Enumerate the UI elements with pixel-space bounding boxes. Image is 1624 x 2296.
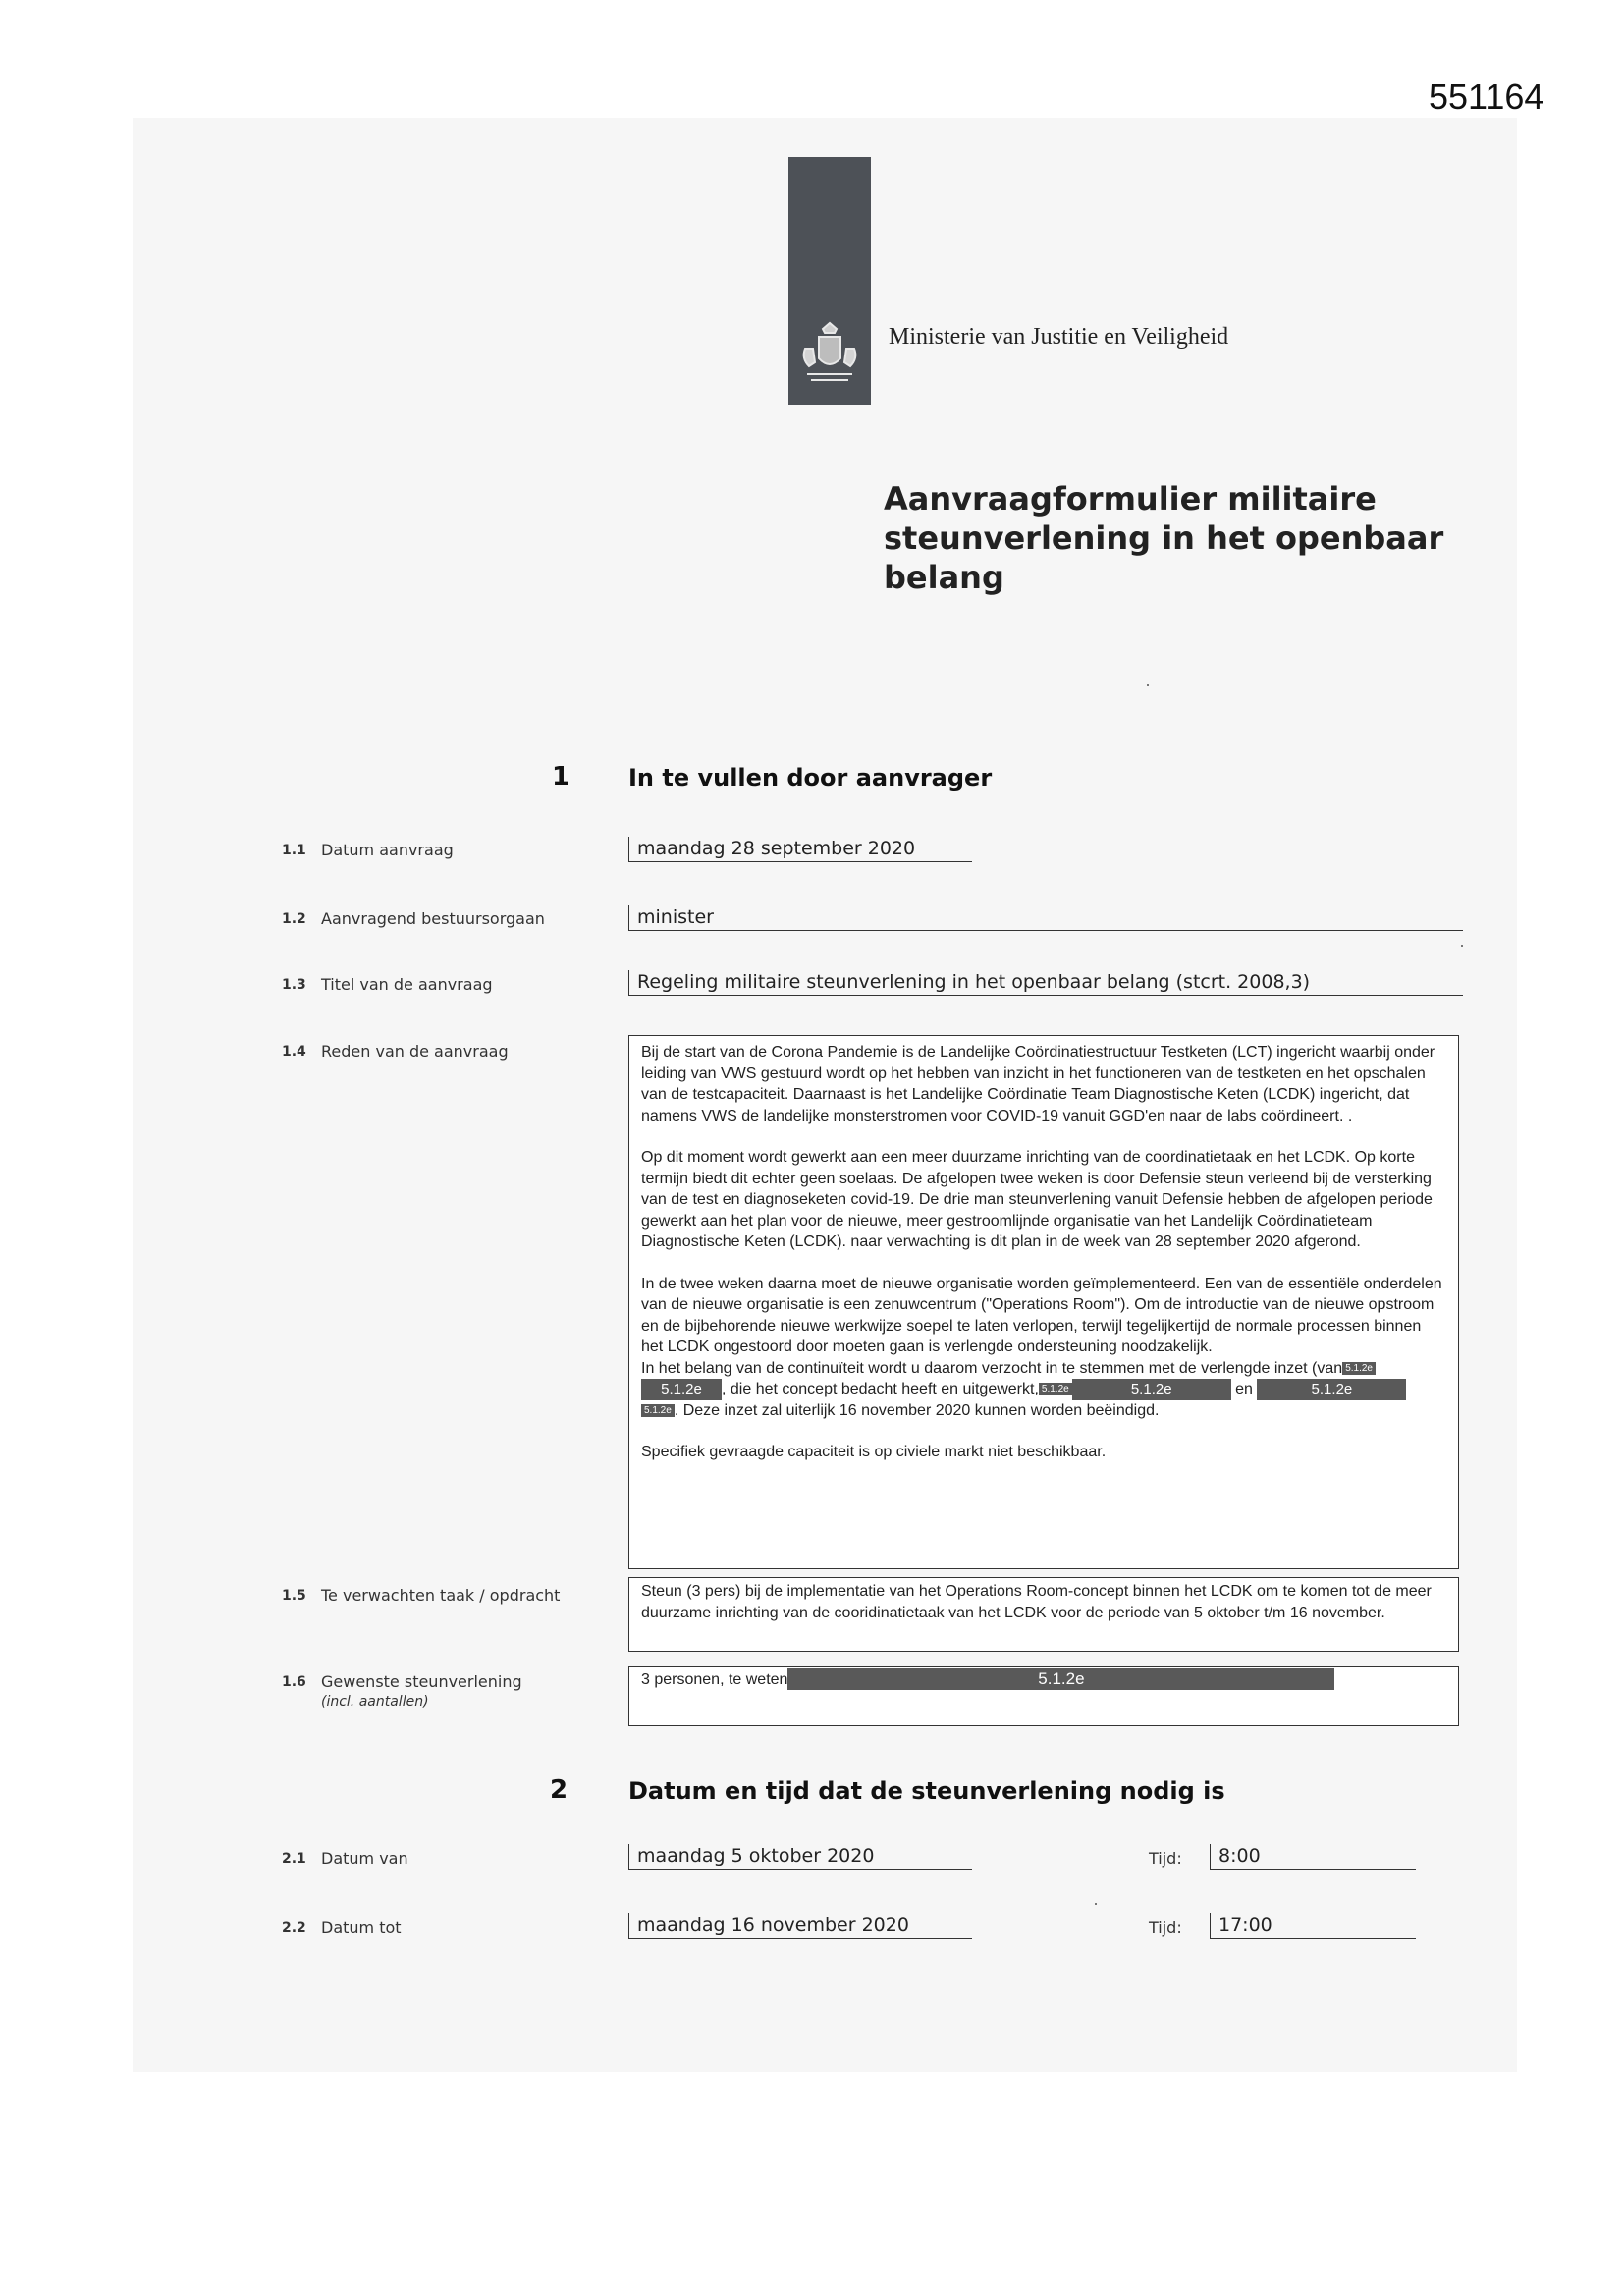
datum-aanvraag-field[interactable]: maandag 28 september 2020 bbox=[628, 837, 972, 862]
field-label-reden: Reden van de aanvraag bbox=[321, 1042, 509, 1061]
reden-text: In het belang van de continuïteit wordt u daarom verzocht in te stemmen met de verlengde inzet (van bbox=[641, 1359, 1343, 1377]
redaction-block: 5.1.2e bbox=[1257, 1379, 1406, 1400]
field-label-datum-van: Datum van bbox=[321, 1849, 408, 1868]
reden-text: en bbox=[1235, 1381, 1253, 1397]
redaction-block: 5.1.2e bbox=[1072, 1379, 1231, 1400]
scan-speck bbox=[1461, 945, 1463, 947]
rijkswapen-icon bbox=[793, 319, 866, 388]
steunverlening-label: Gewenste steunverlening bbox=[321, 1672, 522, 1691]
field-number: 1.2 bbox=[282, 911, 306, 927]
redaction-block: 5.1.2e bbox=[641, 1404, 675, 1417]
field-number: 1.5 bbox=[282, 1588, 306, 1604]
form-title: Aanvraagformulier militaire steunverlening in het openbaar belang bbox=[884, 480, 1444, 596]
field-label-steunverlening bbox=[321, 1672, 522, 1712]
time-label: Tijd: bbox=[1149, 1918, 1182, 1937]
section-2-title: Datum en tijd dat de steunverlening nodig is bbox=[628, 1777, 1225, 1805]
reden-paragraph-redacted bbox=[641, 1358, 1446, 1422]
reden-aanvraag-box[interactable] bbox=[628, 1035, 1459, 1569]
field-number: 1.1 bbox=[282, 843, 306, 858]
bestuursorgaan-field[interactable]: minister bbox=[628, 905, 1463, 931]
field-label-titel: Titel van de aanvraag bbox=[321, 975, 493, 994]
datum-tot-field[interactable]: maandag 16 november 2020 bbox=[628, 1913, 972, 1939]
reden-paragraph: In de twee weken daarna moet de nieuwe organisatie worden geïmplementeerd. Een van de essentiële onderdelen van de nieuwe organisatie is een zenuwcentrum ("Operations Room"). Om de introductie van de nieuwe opstroom en de bijbehorende nieuwe werkwijze soepel te laten verlopen, terwijl tegelijkertijd de normale processen binnen het LCDK ongestoord door moeten gaan is verlengde ondersteuning noodzakelijk. bbox=[641, 1275, 1442, 1355]
ministry-name: Ministerie van Justitie en Veiligheid bbox=[889, 324, 1229, 350]
field-label-taak: Te verwachten taak / opdracht bbox=[321, 1586, 561, 1605]
field-number: 1.6 bbox=[282, 1674, 306, 1690]
reden-text: . Deze inzet zal uiterlijk 16 november 2020 kunnen worden beëindigd. bbox=[674, 1401, 1160, 1419]
taak-opdracht-text: Steun (3 pers) bij de implementatie van het Operations Room-concept binnen het LCDK om te komen tot de meer duurzame inrichting van de cooridinatietaak van het LCDK voor de periode van 5 oktober t/m 16 november. bbox=[641, 1583, 1432, 1621]
section-2-number: 2 bbox=[550, 1776, 568, 1805]
field-number: 2.2 bbox=[282, 1920, 306, 1936]
reden-paragraph: Bij de start van de Corona Pandemie is de Landelijke Coördinatiestructuur Testketen (LCT) ingericht waarbij onder leiding van VWS gestuurd wordt op het hebben van inzicht in het functioneren van de testketen en het opschalen van de testcapaciteit. Daarnaast is het Landelijke Coördinatie Team Diagnostische Keten (LCDK) ingericht, dat namens VWS de landelijke monsterstromen voor COVID-19 vanuit GGD'en naar de labs coördineert. . bbox=[641, 1044, 1435, 1124]
scan-speck bbox=[1147, 684, 1149, 686]
tijd-tot-field[interactable]: 17:00 bbox=[1210, 1913, 1416, 1939]
time-label: Tijd: bbox=[1149, 1849, 1182, 1868]
datum-van-field[interactable]: maandag 5 oktober 2020 bbox=[628, 1844, 972, 1870]
section-1-number: 1 bbox=[552, 762, 570, 792]
section-1-title: In te vullen door aanvrager bbox=[628, 764, 993, 792]
reden-text: , die het concept bedacht heeft en uitgewerkt, bbox=[722, 1381, 1039, 1397]
field-number: 1.3 bbox=[282, 977, 306, 993]
reden-paragraph: Op dit moment wordt gewerkt aan een meer duurzame inrichting van de coordinatietaak en het LCDK. Op korte termijn biedt dit echter geen soelaas. De afgelopen twee weken is door Defensie steun verleend bij de versterking van de test en diagnoseketen covid-19. De drie man steunverlening vanuit Defensie hebben de afgelopen periode gewerkt aan het plan voor de nieuwe, meer gestroomlijnde organisatie van het Landelijk Coördinatieteam Diagnostische Keten (LCDK). naar verwachting is dit plan in de week van 28 september 2020 afgerond. bbox=[641, 1149, 1433, 1250]
document-number: 551164 bbox=[1429, 77, 1544, 117]
reden-paragraph: Specifiek gevraagde capaciteit is op civiele markt niet beschikbaar. bbox=[641, 1444, 1107, 1460]
field-number: 1.4 bbox=[282, 1044, 306, 1060]
redaction-block: 5.1.2e bbox=[641, 1379, 722, 1400]
steunverlening-box[interactable] bbox=[628, 1666, 1459, 1726]
field-label-bestuursorgaan: Aanvragend bestuursorgaan bbox=[321, 909, 545, 928]
redaction-block: 5.1.2e bbox=[787, 1668, 1334, 1690]
field-label-datum-aanvraag: Datum aanvraag bbox=[321, 841, 454, 859]
titel-aanvraag-field[interactable]: Regeling militaire steunverlening in het openbaar belang (stcrt. 2008,3) bbox=[628, 970, 1463, 996]
taak-opdracht-box[interactable] bbox=[628, 1577, 1459, 1652]
redaction-block: 5.1.2e bbox=[1342, 1362, 1376, 1375]
scan-speck bbox=[1095, 1903, 1097, 1905]
steunverlening-text: 3 personen, te weten bbox=[641, 1671, 788, 1688]
field-number: 2.1 bbox=[282, 1851, 306, 1867]
tijd-van-field[interactable]: 8:00 bbox=[1210, 1844, 1416, 1870]
field-label-datum-tot: Datum tot bbox=[321, 1918, 402, 1937]
steunverlening-sublabel: (incl. aantallen) bbox=[321, 1694, 429, 1710]
redaction-block: 5.1.2e bbox=[1039, 1383, 1072, 1395]
